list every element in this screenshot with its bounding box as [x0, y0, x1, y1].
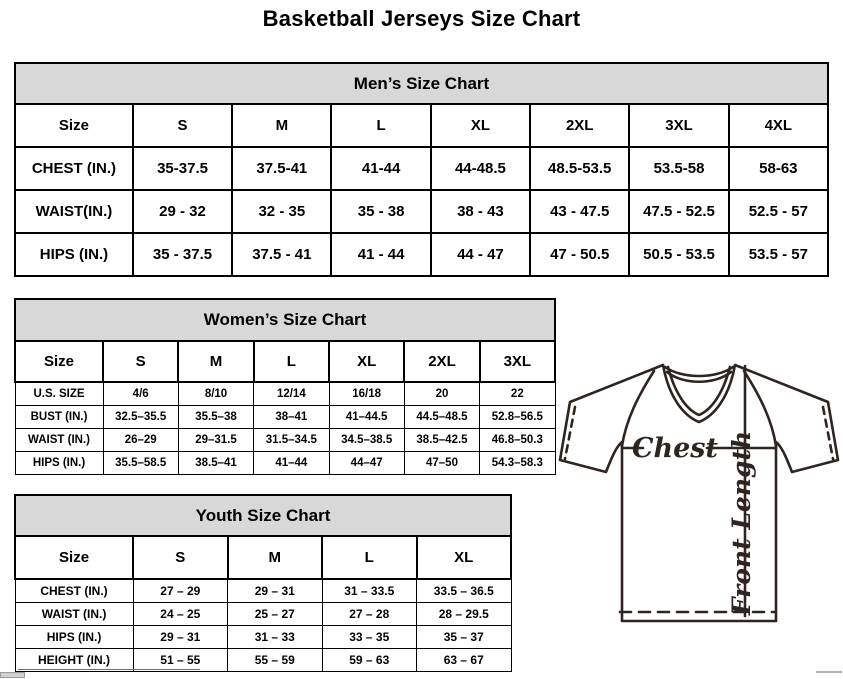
men-cell: 44-48.5: [431, 147, 530, 190]
men-cell: 35-37.5: [133, 147, 232, 190]
mens-size-table: [14, 103, 829, 277]
women-column-header: 2XL: [404, 341, 479, 382]
youth-cell: 24 – 25: [133, 602, 227, 625]
women-table-row: [15, 405, 555, 428]
men-cell: 53.5-58: [629, 147, 728, 190]
men-row-label: CHEST (IN.): [15, 147, 133, 190]
men-cell: 38 - 43: [431, 190, 530, 233]
jersey-outline: [560, 365, 838, 621]
women-row-label: U.S. SIZE: [15, 382, 103, 405]
men-table-row: [15, 190, 828, 233]
men-column-header: 4XL: [729, 104, 828, 147]
women-cell: 52.8–56.5: [480, 405, 555, 428]
women-cell: 22: [480, 382, 555, 405]
women-cell: 20: [404, 382, 479, 405]
youth-cell: 35 – 37: [417, 625, 512, 648]
youth-cell: 27 – 28: [322, 602, 416, 625]
youth-table-row: [15, 579, 511, 602]
men-cell: 43 - 47.5: [530, 190, 629, 233]
men-cell: 37.5 - 41: [232, 233, 331, 276]
men-cell: 48.5-53.5: [530, 147, 629, 190]
men-column-header: L: [331, 104, 430, 147]
men-column-header: 3XL: [629, 104, 728, 147]
men-cell: 37.5-41: [232, 147, 331, 190]
women-column-header: S: [103, 341, 178, 382]
women-cell: 54.3–58.3: [480, 451, 555, 474]
women-cell: 38–41: [254, 405, 329, 428]
men-column-header: S: [133, 104, 232, 147]
youth-column-header: XL: [417, 536, 512, 579]
women-cell: 29–31.5: [178, 428, 253, 451]
women-cell: 44.5–48.5: [404, 405, 479, 428]
men-table-row: [15, 147, 828, 190]
scrollbar-track-line: [18, 669, 200, 670]
youth-chart-title: Youth Size Chart: [14, 494, 512, 535]
men-column-header: Size: [15, 104, 133, 147]
men-cell: 52.5 - 57: [729, 190, 828, 233]
chest-label: Chest: [632, 433, 718, 464]
youth-cell: 28 – 29.5: [417, 602, 512, 625]
women-cell: 16/18: [329, 382, 404, 405]
men-cell: 50.5 - 53.5: [629, 233, 728, 276]
women-cell: 44–47: [329, 451, 404, 474]
youth-column-header: M: [228, 536, 322, 579]
youth-cell: 31 – 33: [228, 625, 322, 648]
women-cell: 34.5–38.5: [329, 428, 404, 451]
women-cell: 35.5–38: [178, 405, 253, 428]
men-cell: 58-63: [729, 147, 828, 190]
women-table-row: [15, 382, 555, 405]
youth-row-label: HEIGHT (IN.): [15, 648, 133, 671]
women-cell: 31.5–34.5: [254, 428, 329, 451]
youth-column-header: L: [322, 536, 416, 579]
youth-table-row: [15, 602, 511, 625]
mens-chart-title: Men’s Size Chart: [14, 62, 829, 103]
youth-cell: 29 – 31: [133, 625, 227, 648]
men-cell: 53.5 - 57: [729, 233, 828, 276]
women-cell: 12/14: [254, 382, 329, 405]
youth-cell: 51 – 55: [133, 648, 227, 671]
youth-row-label: WAIST (IN.): [15, 602, 133, 625]
womens-size-table: [14, 340, 556, 475]
men-cell: 29 - 32: [133, 190, 232, 233]
womens-chart-title: Women’s Size Chart: [14, 298, 556, 340]
youth-cell: 25 – 27: [228, 602, 322, 625]
women-column-header: M: [178, 341, 253, 382]
women-table-row: [15, 428, 555, 451]
men-cell: 47.5 - 52.5: [629, 190, 728, 233]
men-column-header: 2XL: [530, 104, 629, 147]
men-column-header: M: [232, 104, 331, 147]
youth-cell: 31 – 33.5: [322, 579, 416, 602]
men-row-label: WAIST(IN.): [15, 190, 133, 233]
youth-cell: 63 – 67: [417, 648, 512, 671]
men-cell: 47 - 50.5: [530, 233, 629, 276]
front-length-label: Front Length: [727, 430, 756, 616]
men-cell: 35 - 38: [331, 190, 430, 233]
women-column-header: Size: [15, 341, 103, 382]
youth-table-row: [15, 625, 511, 648]
womens-size-chart: [14, 298, 556, 475]
youth-column-header: S: [133, 536, 227, 579]
youth-size-chart: [14, 494, 512, 672]
men-cell: 41 - 44: [331, 233, 430, 276]
youth-cell: 33.5 – 36.5: [417, 579, 512, 602]
women-cell: 41–44: [254, 451, 329, 474]
men-cell: 35 - 37.5: [133, 233, 232, 276]
men-column-header: XL: [431, 104, 530, 147]
men-row-label: HIPS (IN.): [15, 233, 133, 276]
women-cell: 47–50: [404, 451, 479, 474]
women-row-label: HIPS (IN.): [15, 451, 103, 474]
women-cell: 38.5–42.5: [404, 428, 479, 451]
youth-column-header: Size: [15, 536, 133, 579]
page-title: Basketball Jerseys Size Chart: [262, 6, 581, 31]
jersey-collar-back-arc: [665, 367, 733, 376]
youth-cell: 27 – 29: [133, 579, 227, 602]
youth-cell: 59 – 63: [322, 648, 416, 671]
youth-size-table: [14, 535, 512, 672]
women-column-header: L: [254, 341, 329, 382]
women-cell: 8/10: [178, 382, 253, 405]
women-cell: 46.8–50.3: [480, 428, 555, 451]
youth-cell: 29 – 31: [228, 579, 322, 602]
women-cell: 4/6: [103, 382, 178, 405]
jersey-diagram: [556, 358, 840, 626]
women-cell: 38.5–41: [178, 451, 253, 474]
youth-cell: 55 – 59: [228, 648, 322, 671]
women-cell: 26–29: [103, 428, 178, 451]
scrollbar-fragment: [816, 671, 842, 673]
men-cell: 44 - 47: [431, 233, 530, 276]
women-row-label: BUST (IN.): [15, 405, 103, 428]
youth-row-label: HIPS (IN.): [15, 625, 133, 648]
men-cell: 41-44: [331, 147, 430, 190]
women-cell: 35.5–58.5: [103, 451, 178, 474]
women-column-header: XL: [329, 341, 404, 382]
women-table-row: [15, 451, 555, 474]
mens-size-chart: [14, 62, 829, 277]
youth-cell: 33 – 35: [322, 625, 416, 648]
youth-table-row: [15, 648, 511, 671]
men-cell: 32 - 35: [232, 190, 331, 233]
women-row-label: WAIST (IN.): [15, 428, 103, 451]
scrollbar-thumb[interactable]: [0, 672, 25, 678]
women-column-header: 3XL: [480, 341, 555, 382]
women-cell: 32.5–35.5: [103, 405, 178, 428]
women-cell: 41–44.5: [329, 405, 404, 428]
youth-row-label: CHEST (IN.): [15, 579, 133, 602]
men-table-row: [15, 233, 828, 276]
